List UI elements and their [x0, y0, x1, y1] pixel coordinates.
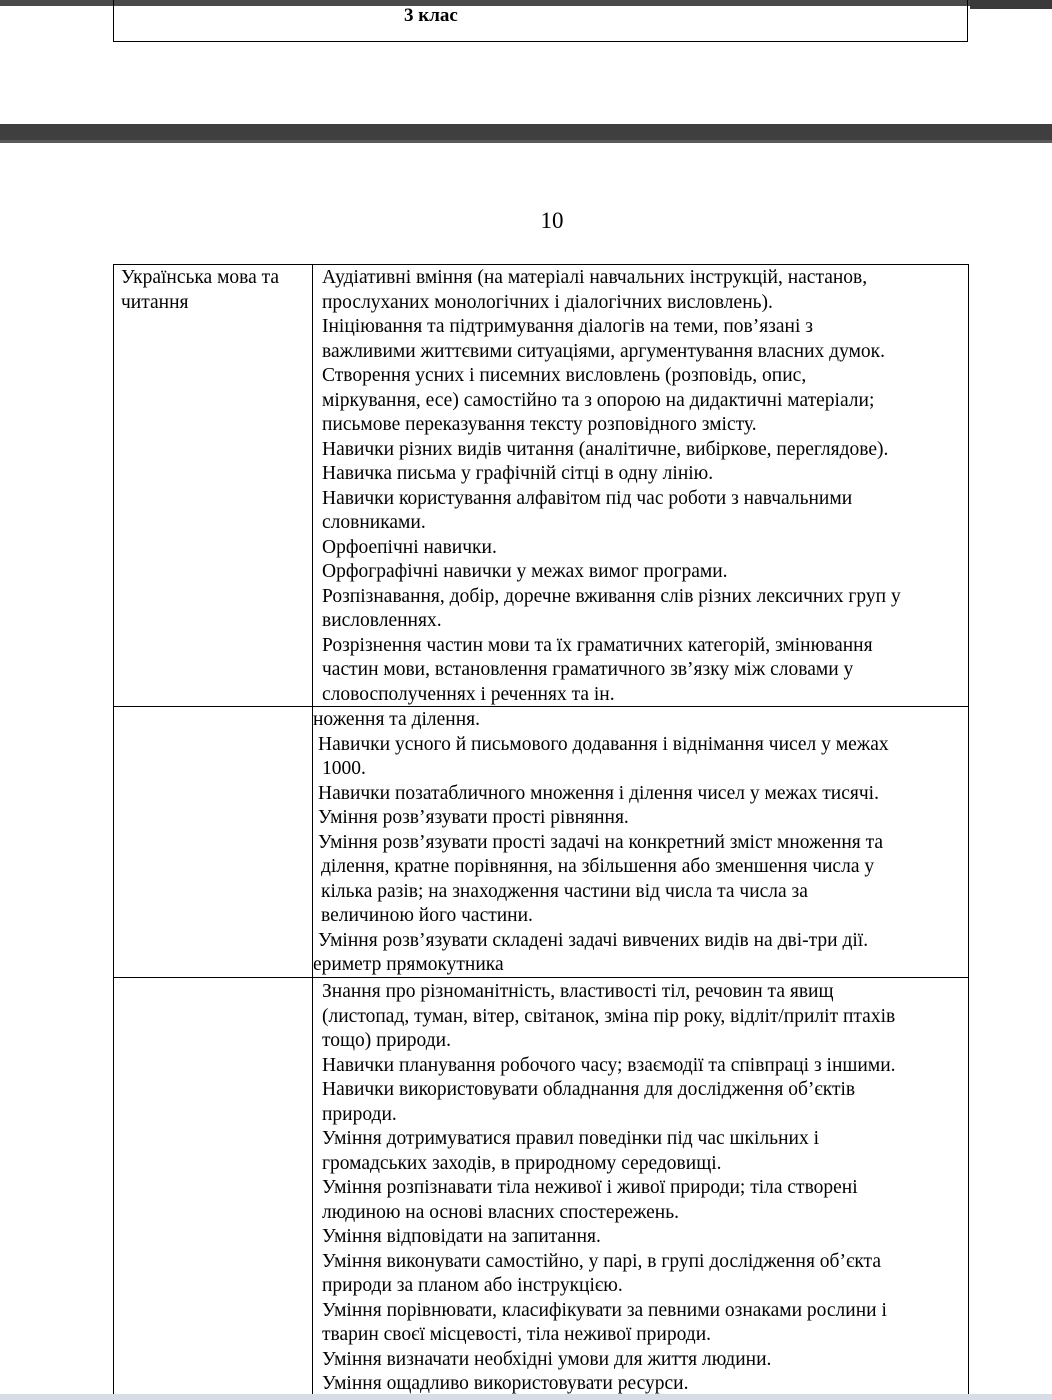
- table-border-left: [113, 264, 114, 1400]
- skill-line: Розрізнення частин мови та їх граматичних категорій, змінювання: [322, 634, 873, 656]
- skill-line: тварин своєї місцевості, тіла неживої природи.: [322, 1324, 712, 1345]
- skill-line: ноження та ділення.: [313, 709, 481, 730]
- skill-line: Уміння розв’язувати прості задачі на конкретний зміст множення та: [318, 831, 884, 853]
- table-border-right: [968, 264, 969, 1400]
- skill-line: Уміння порівнювати, класифікувати за певними ознаками рослини і: [322, 1299, 887, 1321]
- skills-cell: [322, 980, 896, 1397]
- skills-cell: [322, 266, 901, 707]
- skill-line: письмове переказування тексту розповідного змісту.: [322, 414, 757, 435]
- skill-line: Навички позатабличного множення і ділення чисел у межах тисячі.: [318, 782, 879, 804]
- viewer-bottom-edge: [0, 1394, 1052, 1400]
- skill-line: Уміння виконувати самостійно, у парі, в групі дослідження об’єкта: [322, 1250, 881, 1272]
- skills-cell: [313, 708, 889, 978]
- table-border-top: [113, 264, 969, 265]
- skill-line: словниками.: [322, 512, 426, 533]
- skill-line: ділення, кратне порівняння, на збільшення або зменшення числа у: [321, 856, 875, 877]
- skill-line: Створення усних і писемних висловлень (розповідь, опис,: [322, 365, 807, 386]
- skill-line: Уміння дотримуватися правил поведінки під час шкільних і: [322, 1128, 819, 1149]
- viewer-edge: [970, 0, 1052, 9]
- page-separator: [0, 124, 1052, 143]
- subject-line: Українська мова та: [121, 267, 280, 288]
- skill-line: кілька разів; на знаходження частини від числа та числа за: [321, 880, 808, 902]
- skill-line: Уміння розпізнавати тіла неживої і живої природи; тіла створені: [322, 1177, 858, 1198]
- skill-line: тощо) природи.: [322, 1030, 451, 1051]
- skill-line: Уміння відповідати на запитання.: [322, 1226, 601, 1247]
- subject-cell: [121, 266, 279, 315]
- page-number: 10: [540, 208, 564, 233]
- skill-line: Навичка письма у графічній сітці в одну лінію.: [322, 463, 714, 484]
- skill-line: Уміння розв’язувати прості рівняння.: [318, 807, 629, 828]
- skill-line: Уміння розв’язувати складені задачі вивчених видів на дві-три дії.: [318, 929, 869, 951]
- skill-line: величиною його частини.: [321, 905, 533, 926]
- subject-line: читання: [121, 291, 189, 313]
- skill-line: висловленнях.: [322, 610, 442, 631]
- skill-line: Навички використовувати обладнання для дослідження об’єктів: [322, 1079, 856, 1100]
- skill-line: природи за планом або інструкцією.: [322, 1275, 623, 1296]
- skill-line: міркування, есе) самостійно та з опорою на дидактичні матеріали;: [322, 389, 875, 411]
- skill-line: Навички усного й письмового додавання і віднімання чисел у межах: [318, 733, 889, 755]
- skill-line: Орфографічні навички у межах вимог програми.: [322, 561, 728, 582]
- skill-line: 1000.: [322, 758, 366, 779]
- skill-line: Аудіативні вміння (на матеріалі навчальних інструкцій, настанов,: [322, 267, 868, 288]
- skill-line: Орфоепічні навички.: [322, 536, 497, 558]
- skill-line: (листопад, туман, вітер, світанок, зміна пір року, відліт/приліт птахів: [322, 1005, 896, 1027]
- skill-line: ериметр прямокутника: [313, 954, 504, 975]
- skill-line: людиною на основі власних спостережень.: [322, 1201, 679, 1223]
- skill-line: Навички планування робочого часу; взаємодії та співпраці з іншими.: [322, 1054, 896, 1076]
- skill-line: громадських заходів, в природному середовищі.: [322, 1152, 722, 1174]
- grade-title: 3 клас: [404, 5, 458, 26]
- skill-line: Навички користування алфавітом під час роботи з навчальними: [322, 487, 853, 509]
- skill-line: природи.: [322, 1103, 397, 1125]
- skill-line: словосполученнях і реченнях та ін.: [322, 683, 615, 705]
- skill-line: важливими життєвими ситуаціями, аргументування власних думок.: [322, 340, 886, 362]
- skill-line: прослуханих монологічних і діалогічних висловлень).: [322, 291, 773, 313]
- skill-line: Уміння визначати необхідні умови для життя людини.: [322, 1348, 772, 1370]
- skill-line: Уміння ощадливо використовувати ресурси.: [322, 1373, 689, 1394]
- skill-line: Ініціювання та підтримування діалогів на теми, пов’язані з: [322, 316, 813, 337]
- skill-line: частин мови, встановлення граматичного зв’язку між словами у: [322, 659, 854, 680]
- skill-line: Навички різних видів читання (аналітичне, вибіркове, переглядове).: [322, 438, 889, 460]
- skill-line: Розпізнавання, добір, доречне вживання слів різних лексичних груп у: [322, 585, 901, 607]
- skill-line: Знання про різноманітність, властивості тіл, речовин та явищ: [322, 981, 834, 1002]
- previous-page-table: [113, 0, 968, 42]
